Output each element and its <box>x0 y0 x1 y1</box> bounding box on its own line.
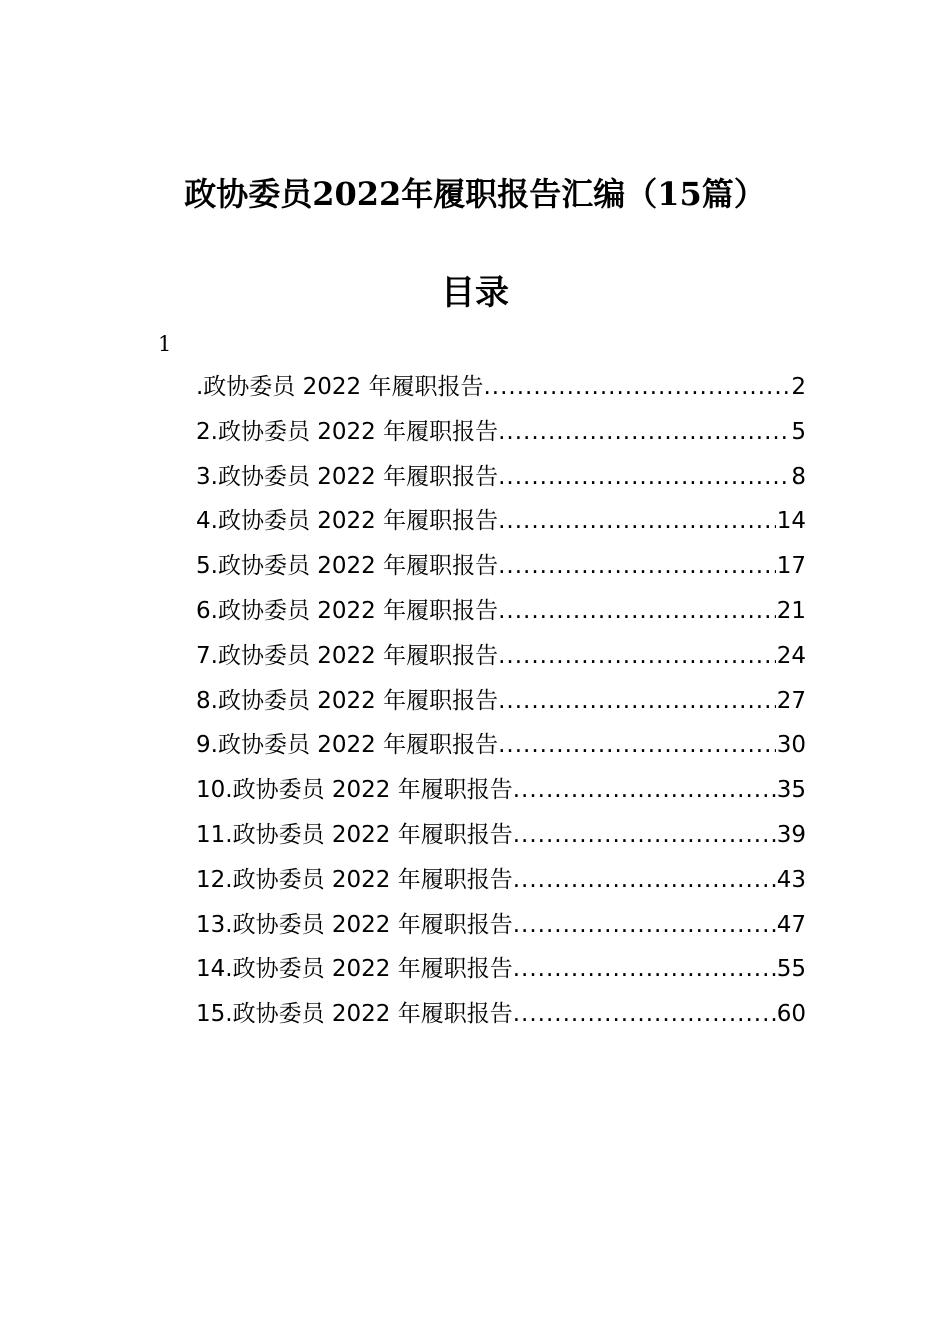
toc-entry-page: 55 <box>776 956 806 983</box>
toc-entry[interactable] <box>196 863 806 908</box>
toc-entry-page: 24 <box>776 642 806 669</box>
toc-entry-label: 7.政协委员 2022 年履职报告 <box>196 642 499 669</box>
toc-entry[interactable] <box>196 370 806 415</box>
toc-dot-leader <box>498 639 776 673</box>
toc-entry-page: 35 <box>776 777 806 804</box>
toc-entry-page: 5 <box>791 418 806 445</box>
toc-entry[interactable] <box>196 818 806 863</box>
toc-entry-label: 12.政协委员 2022 年履职报告 <box>196 866 513 893</box>
toc-entry-page: 8 <box>791 463 806 490</box>
toc-entry-page: 17 <box>776 553 806 580</box>
toc-dot-leader <box>483 370 790 404</box>
toc-entry-label: 13.政协委员 2022 年履职报告 <box>196 911 513 938</box>
toc-entry-label: 5.政协委员 2022 年履职报告 <box>196 553 499 580</box>
toc-dot-leader <box>498 684 776 718</box>
toc-dot-leader <box>513 952 776 986</box>
toc-entry-page: 30 <box>776 732 806 759</box>
toc-entry-label: 14.政协委员 2022 年履职报告 <box>196 956 513 983</box>
toc-entry-page: 39 <box>776 821 806 848</box>
toc-entry-label: 10.政协委员 2022 年履职报告 <box>196 777 513 804</box>
toc-entry-page: 14 <box>776 508 806 535</box>
toc-dot-leader <box>498 504 776 538</box>
toc-entry-page: 60 <box>776 1001 806 1028</box>
toc-dot-leader <box>513 818 776 852</box>
toc-entry-page: 21 <box>776 597 806 624</box>
toc-entry[interactable] <box>196 952 806 997</box>
toc-entry-label: 3.政协委员 2022 年履职报告 <box>196 463 499 490</box>
toc-dot-leader <box>513 863 776 897</box>
toc-entry[interactable] <box>196 684 806 729</box>
toc-entry-page: 2 <box>791 374 806 400</box>
toc-dot-leader <box>498 594 776 628</box>
toc-dot-leader <box>513 908 776 942</box>
toc-dot-leader <box>498 549 776 583</box>
toc-dot-leader <box>513 773 776 807</box>
toc-entry-label: 2.政协委员 2022 年履职报告 <box>196 418 499 445</box>
document-title: 政协委员2022年履职报告汇编（15篇） <box>184 175 766 213</box>
table-of-contents <box>196 370 806 1042</box>
toc-entry-label: 11.政协委员 2022 年履职报告 <box>196 821 513 848</box>
toc-dot-leader <box>498 415 790 449</box>
toc-dot-leader <box>498 460 790 494</box>
toc-dot-leader <box>498 728 776 762</box>
toc-entry[interactable] <box>196 908 806 953</box>
toc-entry-label: .政协委员 2022 年履职报告 <box>196 374 484 400</box>
toc-entry-label: 9.政协委员 2022 年履职报告 <box>196 732 499 759</box>
toc-entry-page: 43 <box>776 866 806 893</box>
toc-entry[interactable] <box>196 415 806 460</box>
toc-entry-label: 8.政协委员 2022 年履职报告 <box>196 687 499 714</box>
toc-entry-page: 47 <box>776 911 806 938</box>
toc-entry[interactable] <box>196 460 806 505</box>
toc-entry-label: 15.政协委员 2022 年履职报告 <box>196 1001 513 1028</box>
toc-entry[interactable] <box>196 997 806 1042</box>
toc-heading: 目录 <box>441 273 509 313</box>
toc-entry[interactable] <box>196 594 806 639</box>
toc-entry[interactable] <box>196 728 806 773</box>
toc-entry-page: 27 <box>776 687 806 714</box>
toc-entry-label: 4.政协委员 2022 年履职报告 <box>196 508 499 535</box>
stray-number: 1 <box>158 332 172 356</box>
toc-entry[interactable] <box>196 504 806 549</box>
toc-dot-leader <box>513 997 776 1031</box>
toc-entry[interactable] <box>196 773 806 818</box>
toc-entry-label: 6.政协委员 2022 年履职报告 <box>196 597 499 624</box>
toc-entry[interactable] <box>196 639 806 684</box>
toc-entry[interactable] <box>196 549 806 594</box>
